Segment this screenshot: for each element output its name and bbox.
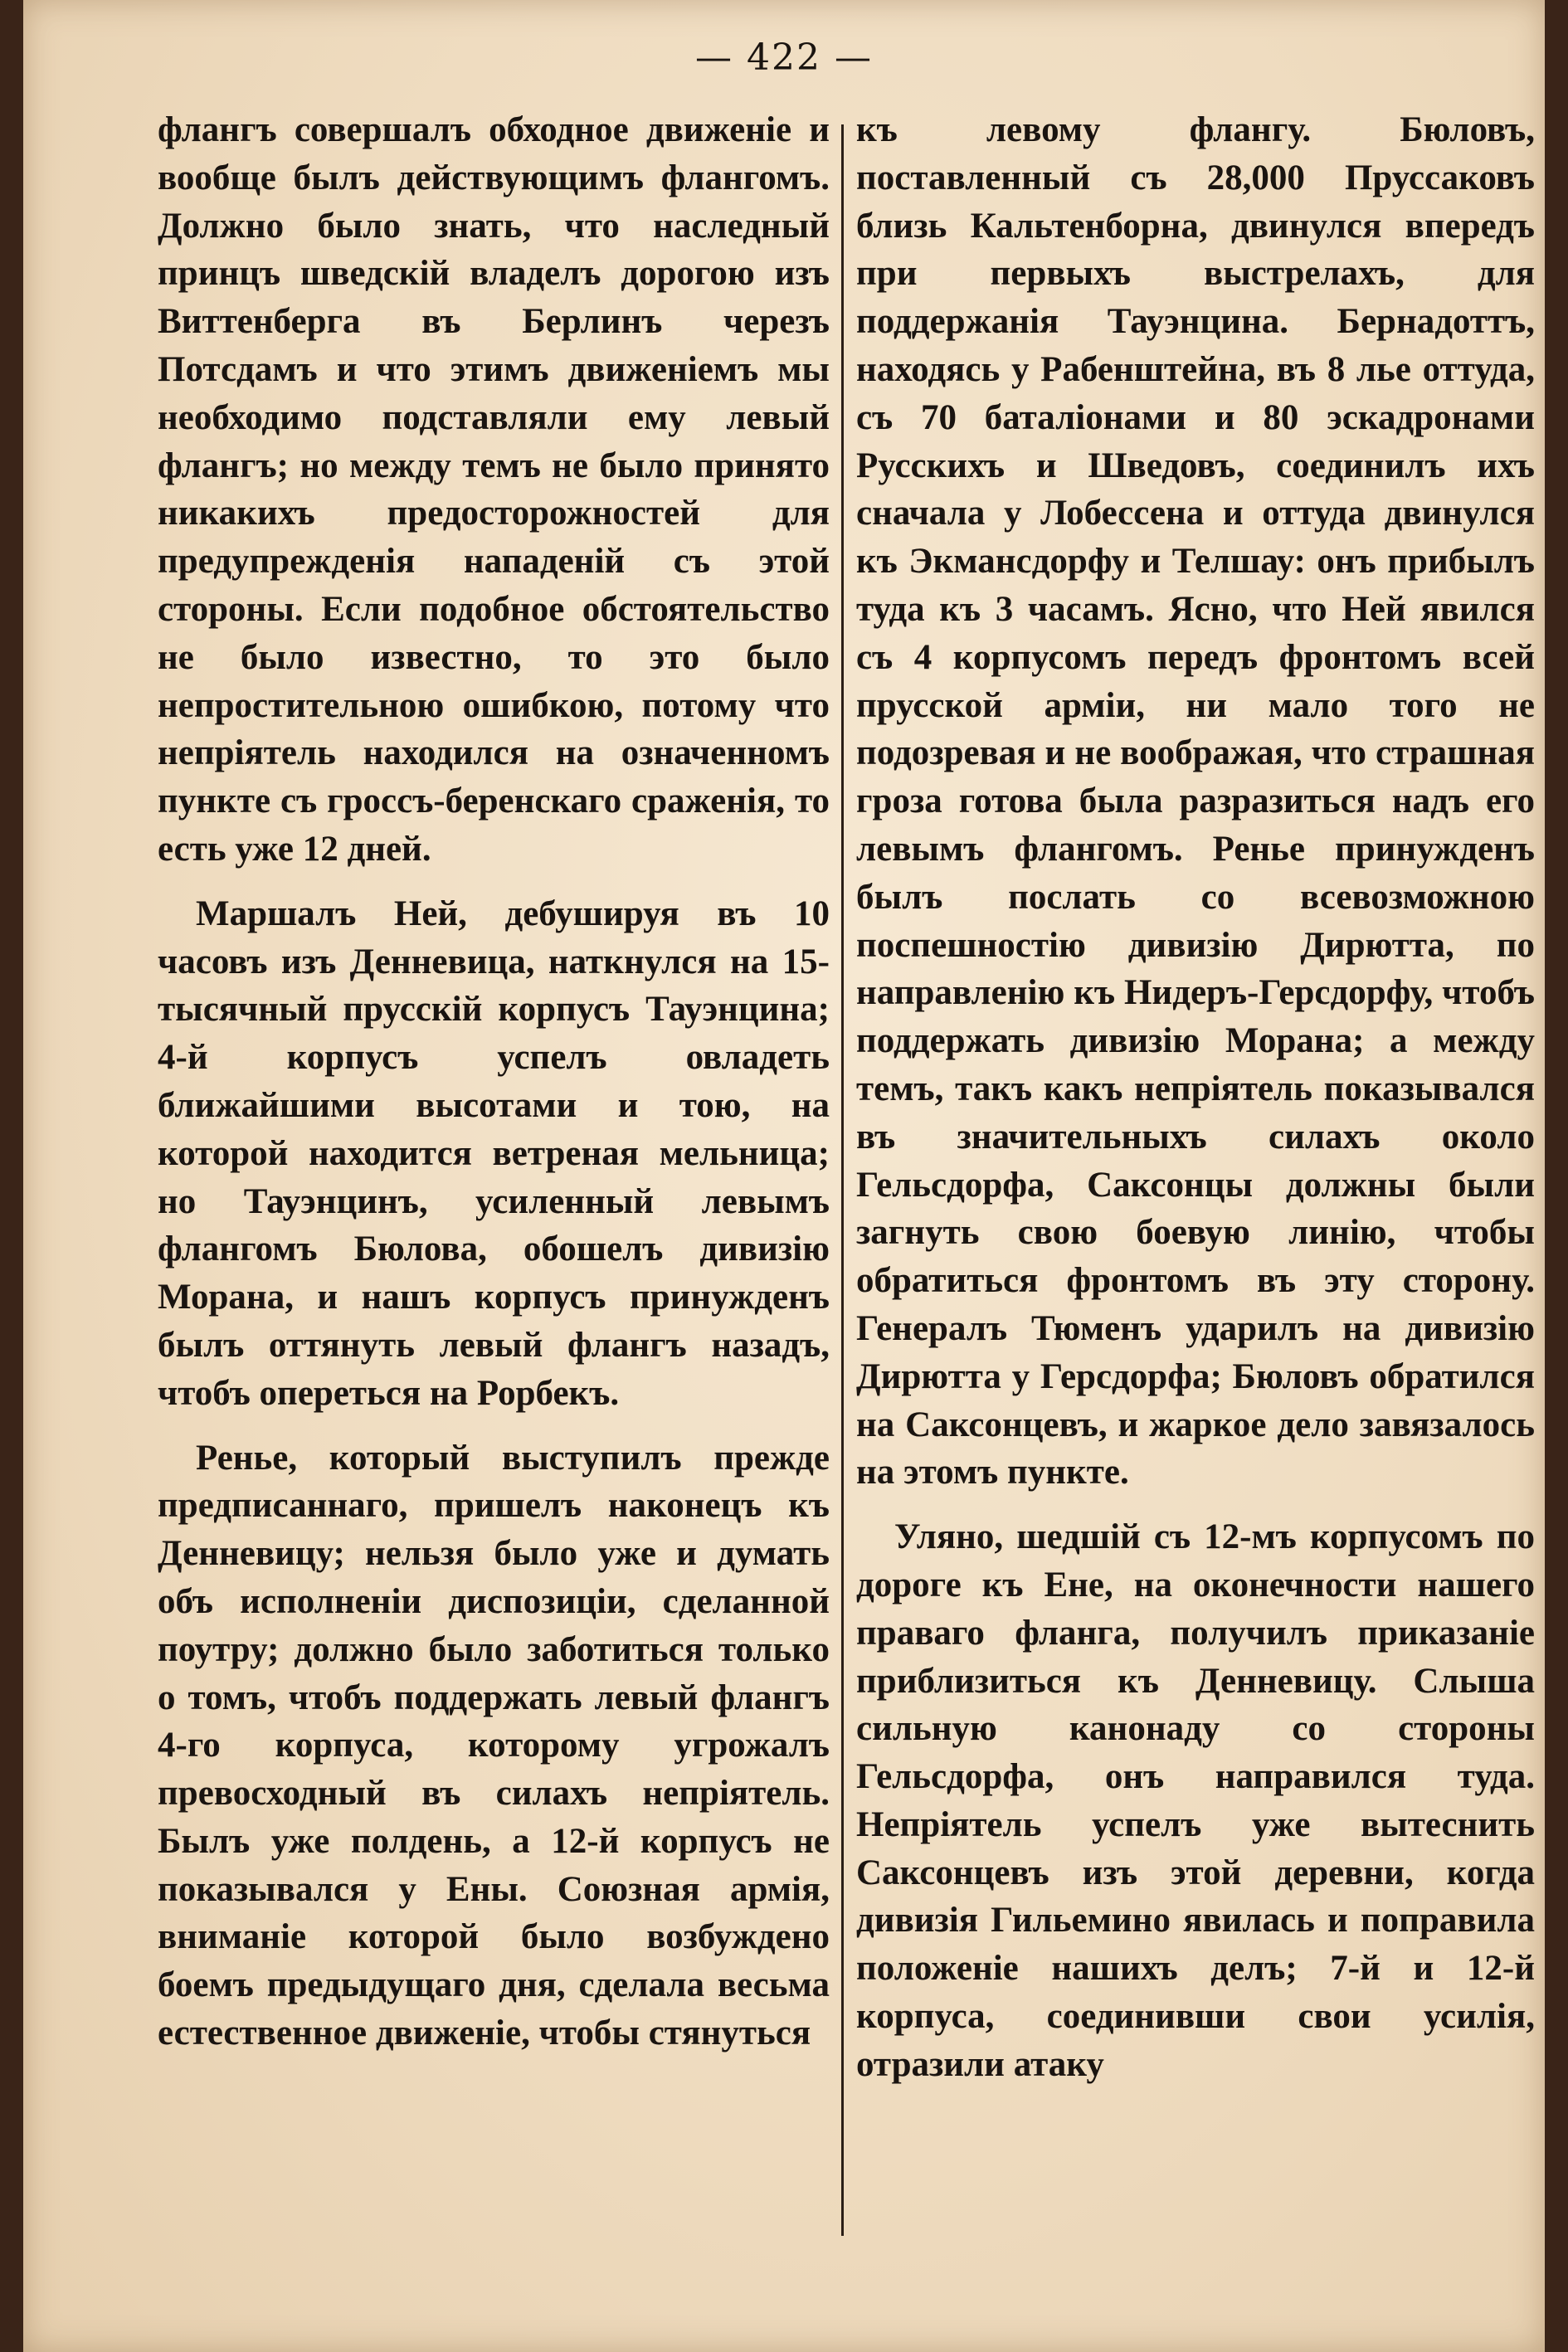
- right-paragraph-2: Уляно, шедшій съ 12-мъ корпусомъ по дороге къ Ене, на оконечности нашего праваго фланга, получилъ приказаніе приблизиться къ Денневицу. Слыша сильную канонаду со стороны Гельсдорфа, онъ направился туда. Непріятель успелъ уже вытеснить Саксонцевъ изъ этой деревни, когда дивизія Гильемино явилась и поправила положеніе нашихъ делъ; 7-й и 12-й корпуса, соединивши свои усилія, отразили атаку: [856, 1517, 1535, 2084]
- left-paragraph-1: флангъ совершалъ обходное движеніе и вообще былъ действующимъ флангомъ. Должно было знать, что наследный принцъ шведскій владелъ дорогою изъ Виттенберга въ Берлинъ черезъ Потсдамъ и что этимъ движеніемъ мы необходимо подставляли ему левый флангъ; но между темъ не было принято никакихъ предосторожностей для предупрежденія нападеній съ этой стороны. Если подобное обстоятельство не было известно, то это было непростительною ошибкою, потому что непріятель находился на означенномъ пункте съ гроссъ-беренскаго сраженія, то есть уже 12 дней.: [158, 110, 830, 869]
- page-number: — 422 —: [695, 37, 873, 79]
- left-paragraph-2: Маршалъ Ней, дебушируя въ 10 часовъ изъ Денневица, наткнулся на 15-тысячный прусскій корпусъ Тауэнцина; 4-й корпусъ успелъ овладеть ближайшими высотами и тою, на которой находится ветреная мельница; но Тауэнцинъ, усиленный левымъ флангомъ Бюлова, обошелъ дивизію Морана, и нашъ корпусъ принужденъ былъ оттянуть левый флангъ назадъ, чтобъ опереться на Рорбекъ.: [158, 894, 830, 1413]
- book-page: [23, 0, 1545, 2352]
- right-paragraph-1: къ левому флангу. Бюловъ, поставленный съ 28,000 Пруссаковъ близь Кальтенборна, двинулся впередъ при первыхъ выстрелахъ, для поддержанія Тауэнцина. Бернадоттъ, находясь у Рабенштейна, въ 8 лье оттуда, съ 70 баталіонами и 80 эскадронами Русскихъ и Шведовъ, соединилъ ихъ сначала у Лобессена и оттуда двинулся къ Экмансдорфу и Телшау: онъ прибылъ туда къ 3 часамъ. Ясно, что Ней явился съ 4 корпусомъ передъ фронтомъ всей прусской арміи, ни мало того не подозревая и не воображая, что страшная гроза готова была разразиться надъ его левымъ флангомъ. Ренье принужденъ былъ послать со всевозможною поспешностію дивизію Дирютта, по направленію къ Нидеръ-Герсдорфу, чтобъ поддержать дивизію Морана; а между темъ, такъ какъ непріятель показывался въ значительныхъ силахъ около Гельсдорфа, Саксонцы должны были загнуть свою боевую линію, чтобы обратиться фронтомъ въ эту сторону. Генералъ Тюменъ ударилъ на дивизію Дирютта у Герсдорфа; Бюловъ обратился на Саксонцевъ, и жаркое дело завязалось на этомъ пункте.: [856, 110, 1535, 1493]
- left-paragraph-3: Ренье, который выступилъ прежде предписаннаго, пришелъ наконецъ къ Денневицу; нельзя было уже и думать объ исполненіи диспозиціи, сделанной поутру; должно было заботиться только о томъ, чтобъ поддержать левый флангъ 4-го корпуса, которому угрожалъ превосходный въ силахъ непріятель. Былъ уже полдень, а 12-й корпусъ не показывался у Ены. Союзная армія, вниманіе которой было возбуждено боемъ предыдущаго дня, сделала весьма естественное движеніе, чтобы стянуться: [158, 1438, 830, 2053]
- left-column: [158, 106, 830, 2057]
- column-divider: [841, 124, 844, 2236]
- right-column: [856, 106, 1535, 2089]
